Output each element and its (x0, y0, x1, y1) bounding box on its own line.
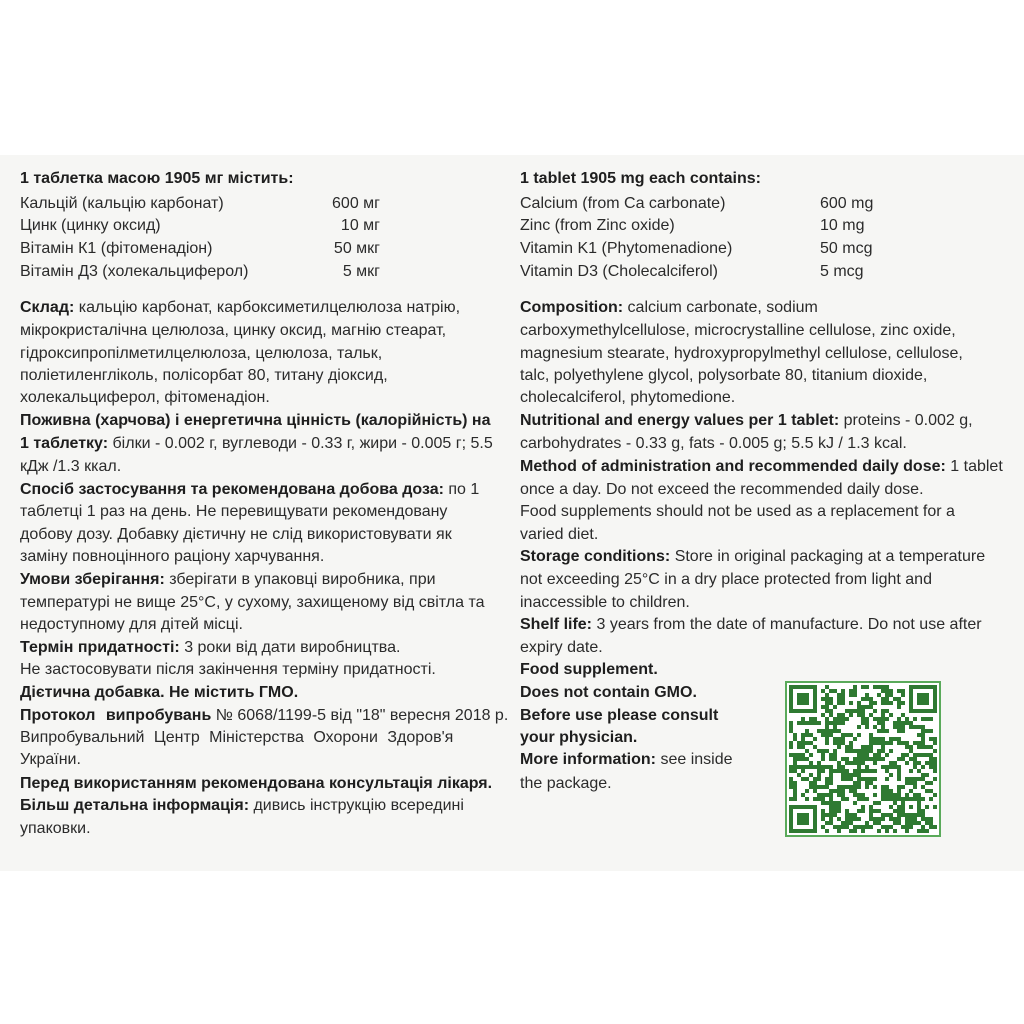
en-more-text: the package. (520, 775, 612, 792)
en-nutrition-text: proteins - 0.002 g, (843, 412, 973, 429)
ua-nutrition-text: кДж /1.3 ккал. (20, 458, 122, 475)
ua-method-text: добову дозу. Добавку дієтичну не слід використовувати як (20, 526, 452, 543)
ua-more-info (20, 796, 464, 816)
en-ingredient-name: Calcium (from Ca carbonate) (520, 195, 726, 212)
en-ingredient-name: Vitamin K1 (Phytomenadione) (520, 240, 733, 257)
ua-storage (20, 570, 436, 590)
ua-ingredient-name: Вітамін Д3 (холекальциферол) (20, 263, 249, 280)
en-storage-text: inaccessible to children. (520, 594, 690, 611)
en-composition (520, 298, 818, 318)
ua-more-text: упаковки. (20, 820, 91, 837)
qr-code-graphic (789, 685, 937, 833)
ua-nutrition (20, 434, 493, 454)
en-composition-text: talc, polyethylene glycol, polysorbate 80, titanium dioxide, (520, 367, 928, 384)
ua-method-text: по 1 (448, 481, 480, 498)
ua-composition-text: поліетиленгліколь, полісорбат 80, титану діоксид, (20, 367, 388, 384)
ua-composition (20, 298, 460, 318)
ua-method-text: заміну повноцінного раціону харчування. (20, 548, 325, 565)
ua-more-label: Більш детальна інформація: (20, 797, 250, 814)
en-method (520, 457, 1003, 477)
en-shelf-life (520, 615, 982, 635)
en-storage-text: not exceeding 25°C in a dry place protected from light and (520, 571, 932, 588)
en-composition-text: cholecalciferol, phytomedione. (520, 389, 736, 406)
ua-protocol-text: № 6068/1199-5 від "18" вересня 2018 р. (215, 707, 509, 724)
ua-protocol (20, 706, 508, 726)
ua-storage-text: недоступному для дітей місці. (20, 616, 243, 633)
en-storage-label: Storage conditions: (520, 548, 671, 565)
en-composition-text: calcium carbonate, sodium (627, 299, 818, 316)
ua-header: 1 таблетка масою 1905 мг містить: (20, 170, 294, 187)
en-more-label: More information: (520, 751, 656, 768)
en-storage (520, 547, 985, 567)
ua-composition-text: мікрокристалічна целюлоза, цинку оксид, магнію стеарат, (20, 322, 447, 339)
ua-storage-text: зберігати в упаковці виробника, при (169, 571, 436, 588)
en-shelf-label: Shelf life: (520, 616, 593, 633)
en-method-text: Food supplements should not be used as a replacement for a (520, 503, 955, 520)
en-nutrition-text: carbohydrates - 0.33 g, fats - 0.005 g; 5.5 kJ / 1.3 kcal. (520, 435, 907, 452)
en-nutrition-label: Nutritional and energy values per 1 tablet: (520, 412, 840, 429)
en-more-info (520, 750, 733, 770)
en-consult-note: Before use please consult (520, 707, 719, 724)
en-consult-note: your physician. (520, 729, 638, 746)
qr-code-icon (785, 681, 941, 837)
en-composition-text: carboxymethylcellulose, microcrystalline cellulose, zinc oxide, (520, 322, 956, 339)
en-more-text: see inside (660, 751, 733, 768)
en-ingredient-amount: 50 mcg (820, 240, 873, 257)
ua-more-text: дивись інструкцію всередині (253, 797, 464, 814)
en-ingredient-name: Vitamin D3 (Cholecalciferol) (520, 263, 718, 280)
en-food-supplement: Food supplement. (520, 661, 658, 678)
product-label (0, 155, 1024, 871)
ua-ingredient-amount: 5 мкг (342, 263, 380, 280)
ua-shelf-label: Термін придатності: (20, 639, 180, 656)
ua-method-text: таблетці 1 раз на день. Не перевищувати рекомендовану (20, 503, 448, 520)
en-shelf-text: expiry date. (520, 639, 603, 656)
en-method-label: Method of administration and recommended daily dose: (520, 458, 946, 475)
ua-method-label: Спосіб застосування та рекомендована добова доза: (20, 481, 444, 498)
ua-protocol-text: Випробувальний Центр Міністерства Охорони Здоров'я (20, 729, 454, 746)
ua-composition-text: гідроксипропілметилцелюлоза, целюлоза, тальк, (20, 345, 383, 362)
en-shelf-text: 3 years from the date of manufacture. Do not use after (596, 616, 982, 633)
ua-composition-label: Склад: (20, 299, 75, 316)
en-method-text: varied diet. (520, 526, 599, 543)
ua-composition-text: холекальциферол, фітоменадіон. (20, 389, 270, 406)
ua-ingredient-amount: 600 мг (332, 195, 380, 212)
ua-ingredient-name: Кальцій (кальцію карбонат) (20, 195, 224, 212)
en-storage-text: Store in original packaging at a temperature (674, 548, 986, 565)
ua-gmo-note: Дієтична добавка. Не містить ГМО. (20, 684, 299, 701)
ua-storage-text: температурі не вище 25°С, у сухому, захищеному від світла та (20, 594, 485, 611)
ua-protocol-text: України. (20, 751, 81, 768)
ua-consult-note: Перед використанням рекомендована консультація лікаря. (20, 775, 493, 792)
ua-nutrition-label: Поживна (харчова) і енергетична цінність (калорійність) на (20, 412, 491, 429)
en-no-gmo: Does not contain GMO. (520, 684, 697, 701)
en-method-text: 1 tablet (950, 458, 1003, 475)
en-method-text: once a day. Do not exceed the recommended daily dose. (520, 481, 924, 498)
ua-nutrition-label: 1 таблетку: (20, 435, 109, 452)
en-ingredient-amount: 5 mcg (820, 263, 864, 280)
en-composition-text: magnesium stearate, hydroxypropylmethyl cellulose, cellulose, (520, 345, 963, 362)
en-header: 1 tablet 1905 mg each contains: (520, 170, 761, 187)
ua-storage-label: Умови зберігання: (20, 571, 165, 588)
en-ingredient-name: Zinc (from Zinc oxide) (520, 217, 675, 234)
ua-ingredient-amount: 50 мкг (333, 240, 380, 257)
ua-nutrition-text: білки - 0.002 г, вуглеводи - 0.33 г, жири - 0.005 г; 5.5 (112, 435, 493, 452)
en-nutrition (520, 411, 973, 431)
ua-ingredient-name: Вітамін К1 (фітоменадіон) (20, 240, 213, 257)
ua-shelf-text: Не застосовувати після закінчення терміну придатності. (20, 661, 436, 678)
ua-composition-text: кальцію карбонат, карбоксиметилцелюлоза натрію, (78, 299, 461, 316)
en-ingredient-amount: 10 mg (820, 217, 865, 234)
ua-shelf-life (20, 638, 400, 658)
en-composition-label: Composition: (520, 299, 624, 316)
en-ingredient-amount: 600 mg (820, 195, 874, 212)
ua-protocol-label: Протокол випробувань (20, 707, 212, 724)
ua-shelf-text: 3 роки від дати виробництва. (184, 639, 401, 656)
ua-method (20, 480, 479, 500)
ua-ingredient-amount: 10 мг (340, 217, 380, 234)
ua-ingredient-name: Цинк (цинку оксид) (20, 217, 161, 234)
